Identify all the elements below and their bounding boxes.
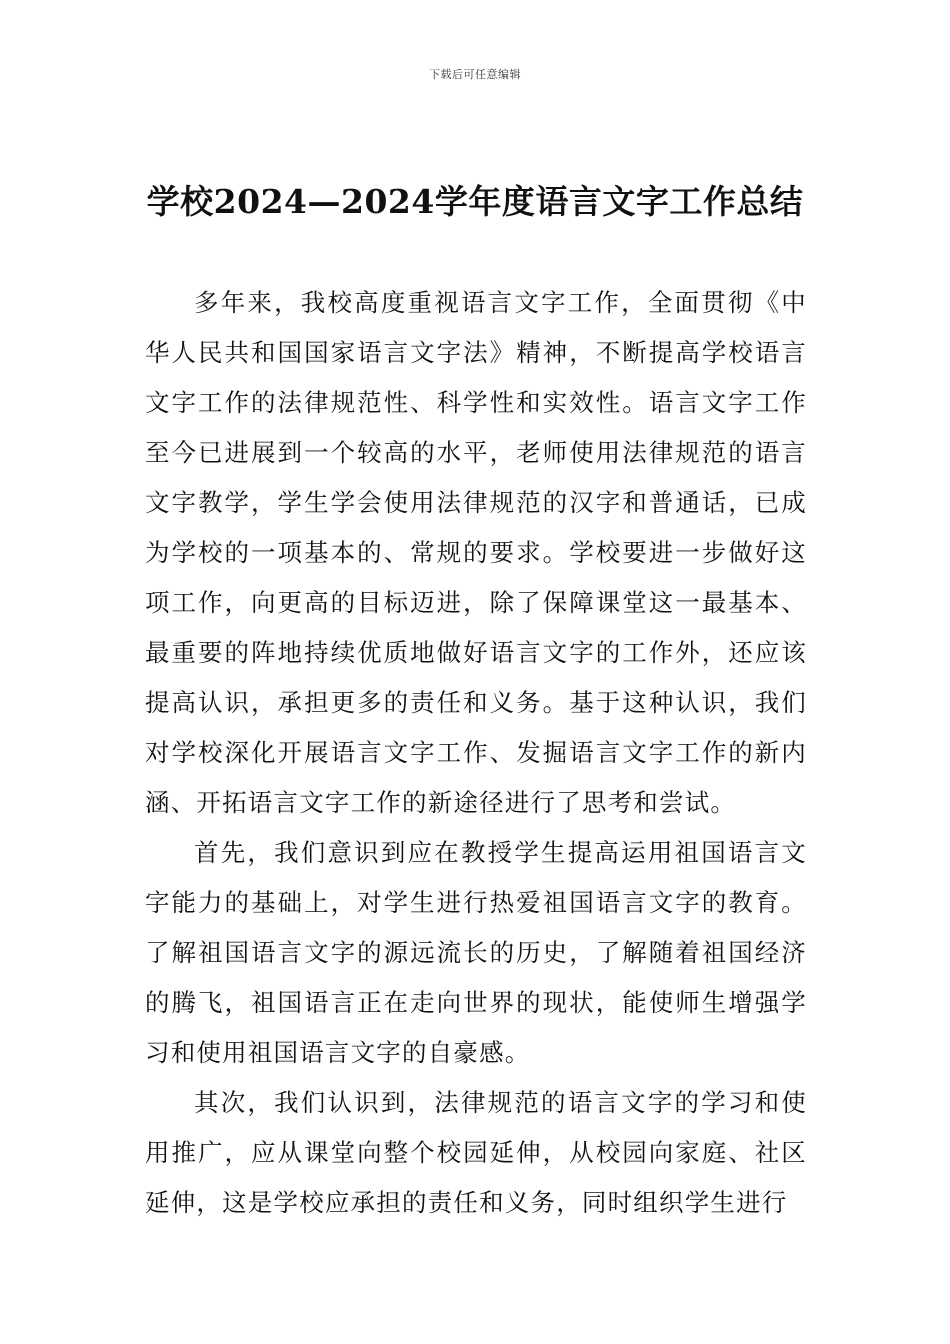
- paragraph: 多年来，我校高度重视语言文字工作，全面贯彻《中华人民共和国国家语言文字法》精神，不断提高学校语言文字工作的法律规范性、科学性和实效性。语言文字工作至今已进展到一个较高的水平，老师使用法律规范的语言文字教学，学生学会使用法律规范的汉字和普通话，已成为学校的一项基本的、常规的要求。学校要进一步做好这项工作，向更高的目标迈进，除了保障课堂这一最基本、最重要的阵地持续优质地做好语言文字的工作外，还应该提高认识，承担更多的责任和义务。基于这种认识，我们对学校深化开展语言文字工作、发掘语言文字工作的新内涵、开拓语言文字工作的新途径进行了思考和尝试。: [145, 288, 807, 817]
- header-note: 下载后可任意编辑: [429, 68, 521, 81]
- document-body: [145, 278, 807, 1228]
- paragraph: 其次，我们认识到，法律规范的语言文字的学习和使用推广，应从课堂向整个校园延伸，从校园向家庭、社区延伸，这是学校应承担的责任和义务，同时组织学生进行: [145, 1088, 807, 1217]
- document-title: 学校2024—2024学年度语言文字工作总结: [146, 182, 804, 221]
- paragraph: 首先，我们意识到应在教授学生提高运用祖国语言文字能力的基础上，对学生进行热爱祖国语言文字的教育。了解祖国语言文字的源远流长的历史，了解随着祖国经济的腾飞，祖国语言正在走向世界的现状，能使师生增强学习和使用祖国语言文字的自豪感。: [145, 838, 807, 1067]
